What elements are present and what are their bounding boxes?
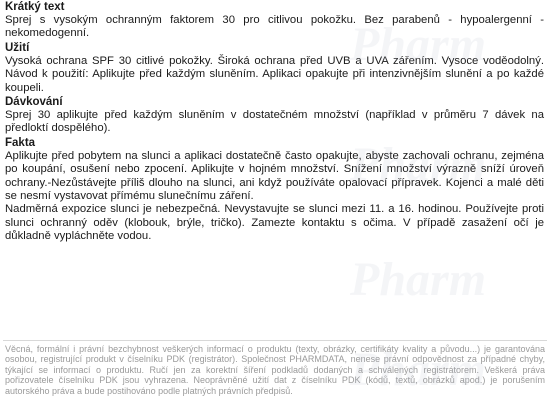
- paragraph: Aplikujte před pobytem na slunci a aplikaci dostatečně často opakujte, abyste zachovali ochranu, zejména po koupání, osušení nebo zpocení. Aplikujte v hojném množství. Snížení množství výrazně sníží úroveň ochrany.-Nezůstávejte příliš dlouho na slunci, ani když používáte opalovací přípravek. Kojenci a malé děti se nesmí vystavovat přímému slunečnímu záření.: [5, 149, 544, 203]
- section-body: [5, 109, 544, 136]
- section-dosage: [0, 95, 550, 136]
- svg-text:Pharm: Pharm: [350, 253, 487, 306]
- section-short-text: [0, 0, 550, 41]
- section-title: Užití: [5, 41, 30, 54]
- paragraph: Nadměrná expozice slunci je nebezpečná. Nevystavujte se slunci mezi 11. a 16. hodinou. Používejte proti slunci ochranný oděv (klobouk, brýle, tričko). Zamezte kontaktu s očima. V případě zasažení očí je důkladně vypláchněte vodou.: [5, 203, 544, 243]
- disclaimer-text: Věcná, formální i právní bezchybnost veškerých informací o produktu (texty, obrázky, certifikáty kvality a původu...) je garantována osobou, registrující produkt v číselníku PDK (registrátor). Společnost PHARMDATA, nenese právní odpovědnost za případné chyby, týkající se informací o produktu. Ručí jen za korektní šíření podkladů dodaných a schválených registrátorem. Veškerá práva pořizovatele číselníku PDK jsou vyhrazena. Neoprávněné užití dat z číselníku PDK (kódů, textů, obrázků apod.) je porušením autorského práva a bude postihováno podle platných právních předpisů.: [5, 344, 545, 396]
- section-body: [5, 150, 544, 244]
- section-title: Dávkování: [5, 96, 63, 109]
- section-title: Krátký text: [5, 1, 65, 13]
- section-usage: [0, 41, 550, 95]
- paragraph: Vysoká ochrana SPF 30 citlivé pokožky. Široká ochrana před UVB a UVA zářením. Vysoce voděodolný. Návod k použití: Aplikujte před každým sluněním. Aplikaci opakujte při intenzivnějším slunění a po každé koupeli.: [5, 54, 544, 94]
- section-body: [5, 55, 544, 95]
- paragraph: Sprej s vysokým ochranným faktorem 30 pro citlivou pokožku. Bez parabenů - hypoalergenní - nekomedogenní.: [5, 14, 544, 40]
- section-body: [5, 14, 544, 41]
- watermark-logo: [330, 245, 550, 315]
- svg-text:Pharm: Pharm: [350, 343, 487, 396]
- svg-text:Pharm: Pharm: [350, 18, 487, 71]
- section-title: Fakta: [5, 136, 36, 149]
- divider: [3, 340, 547, 341]
- paragraph: Sprej 30 aplikujte před každým sluněním v dostatečném množství (například v průměru 7 dávek na předloktí dospělého).: [5, 109, 544, 135]
- section-facts: [0, 136, 550, 244]
- svg-text:Pharm: Pharm: [350, 138, 487, 191]
